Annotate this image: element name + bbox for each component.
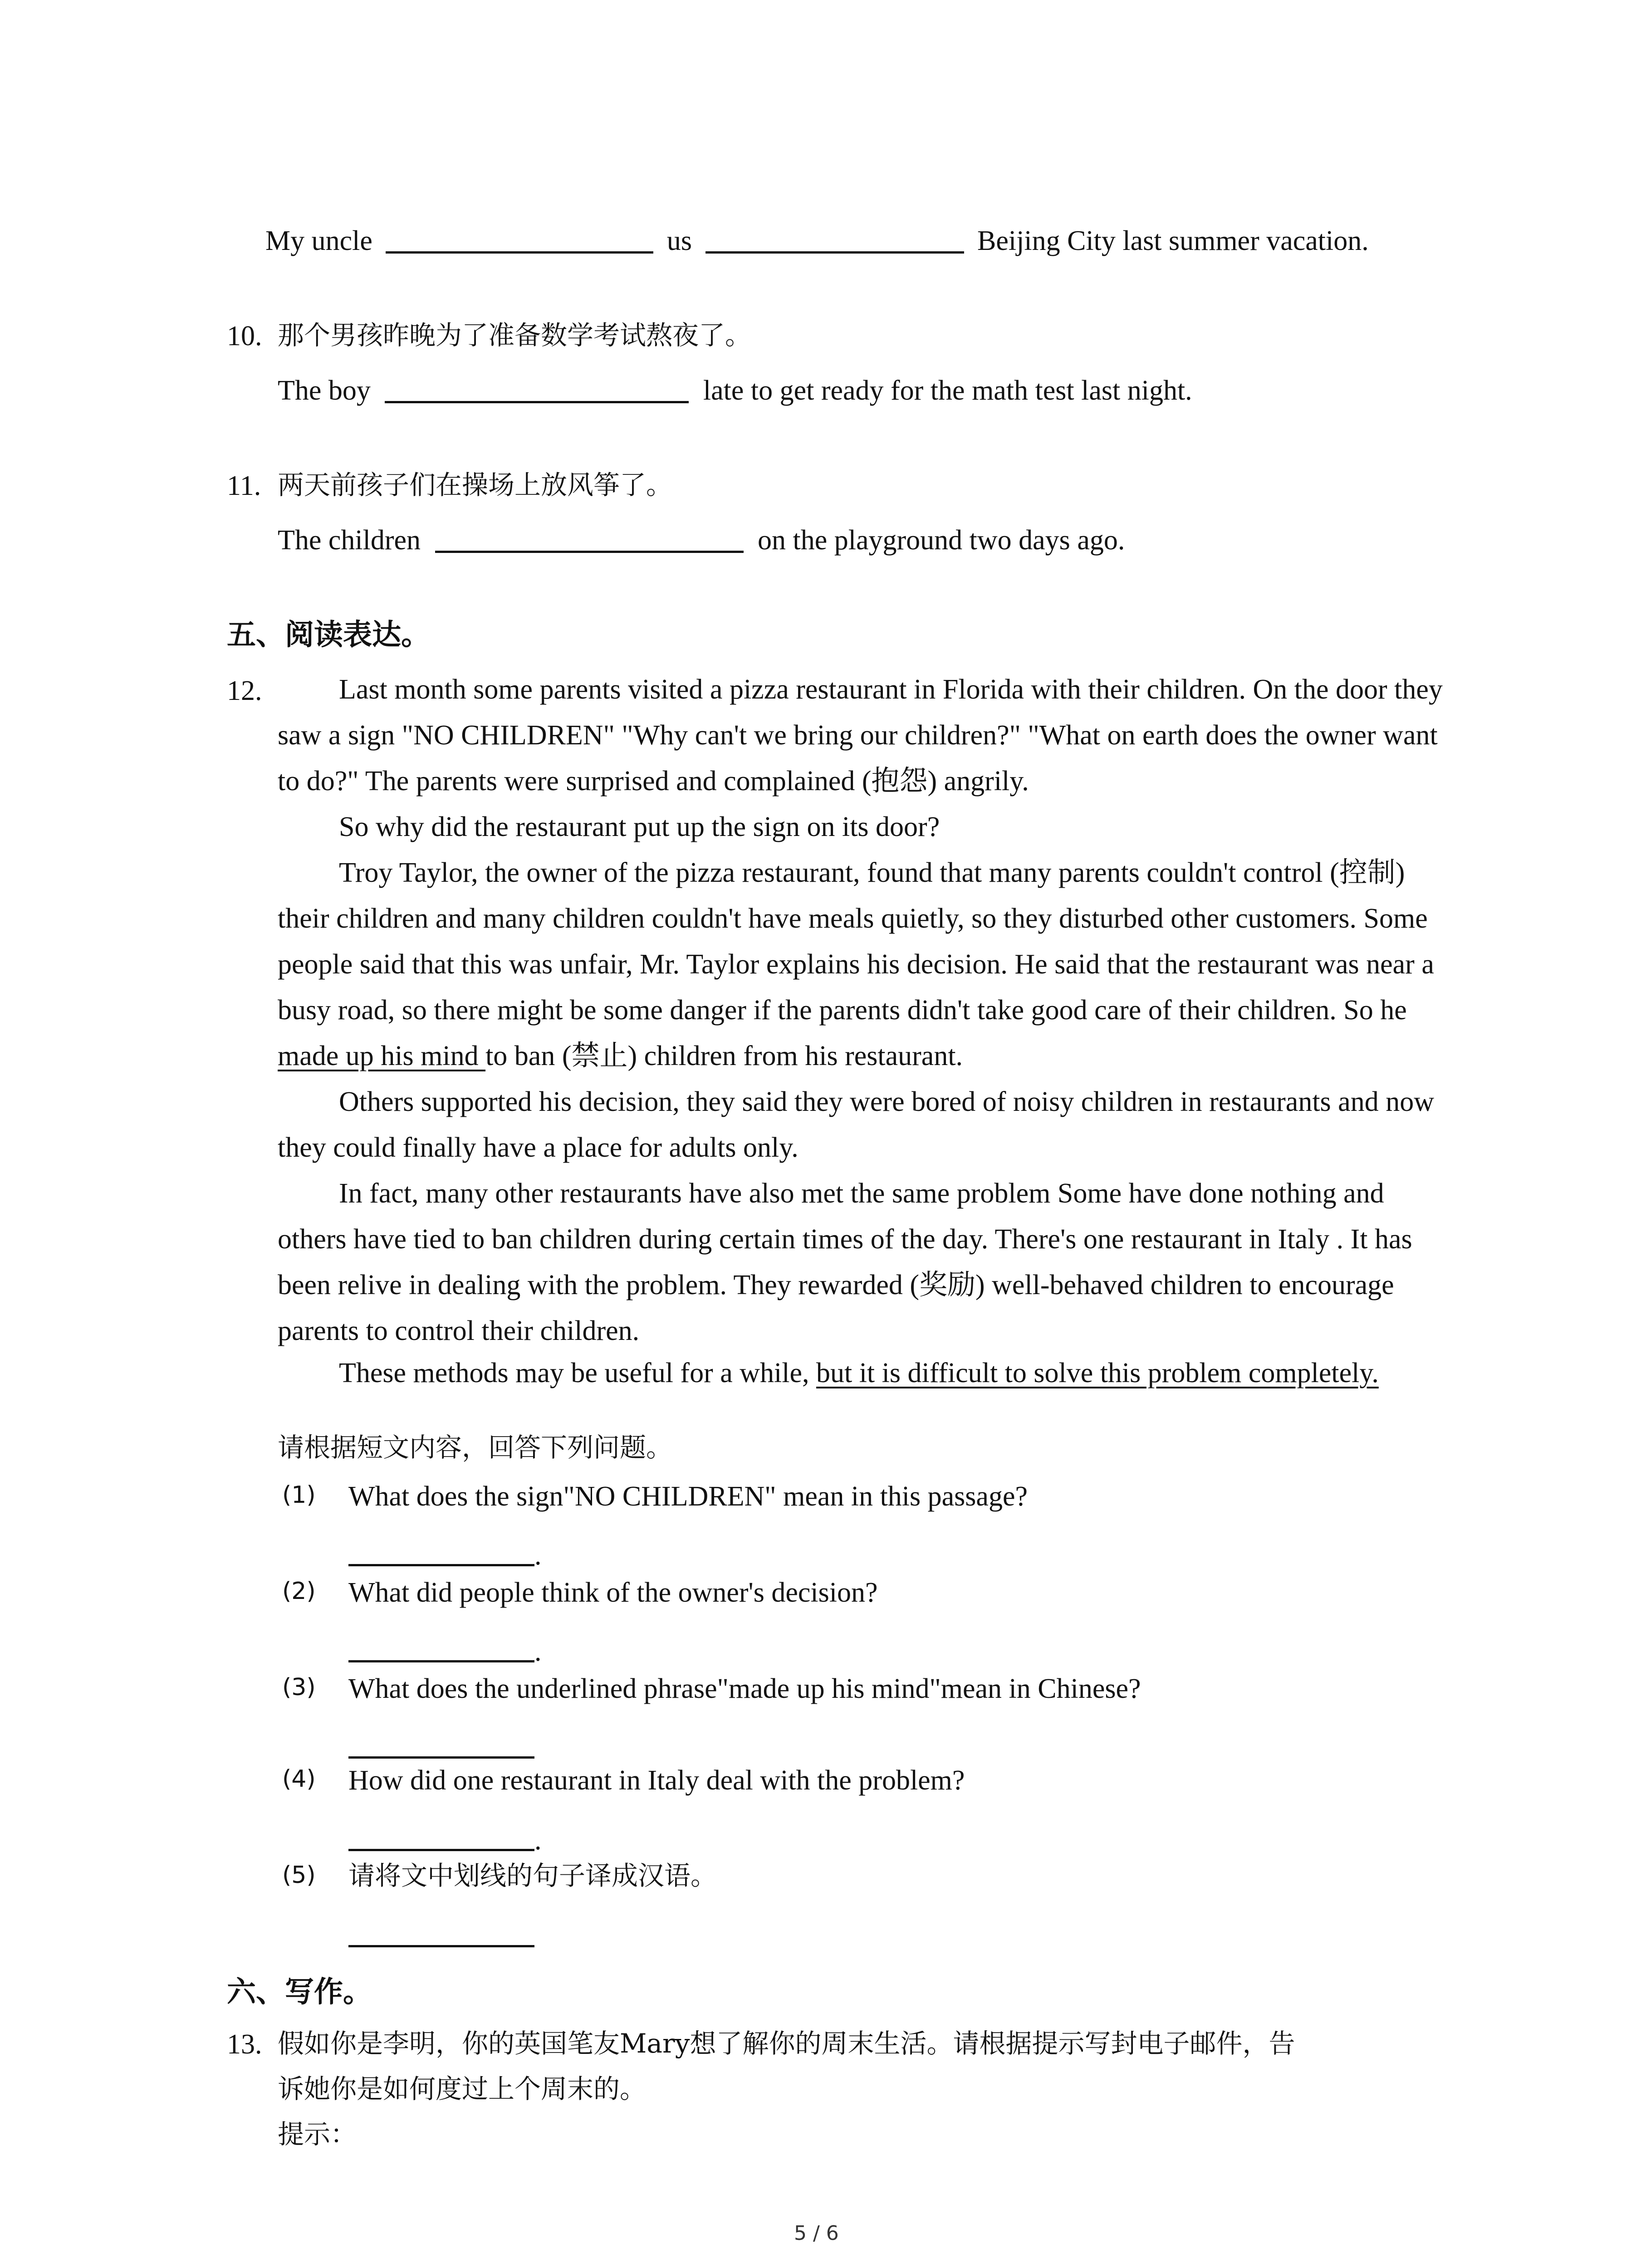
q11-text-a: The children [278, 525, 421, 556]
q9-sentence [265, 223, 1369, 255]
q10-number: 10. [227, 321, 262, 352]
answer-line-1[interactable] [348, 1564, 534, 1566]
p3-text-a: Troy Taylor, the owner of the pizza restaurant, found that many parents couldn't control (控制) their children and many children couldn't have meals quietly, so they disturbed other customers. Some people said that this was unfair, Mr. Taylor explains his decision. He said that the restaurant was near a busy road, so there might be some danger if the parents didn't take good care of their children. So he [278, 857, 1434, 1026]
q9-text-a: My uncle [265, 225, 372, 256]
answer-line-1-period: . [534, 1540, 542, 1571]
q13-number: 13. [227, 2029, 262, 2060]
question-3-number: (3) [282, 1674, 316, 1701]
question-4-text: How did one restaurant in Italy deal with the problem? [348, 1765, 965, 1796]
answer-line-4[interactable] [348, 1849, 534, 1851]
question-5-text: 请将文中划线的句子译成汉语。 [348, 1860, 717, 1891]
passage-paragraph-1: Last month some parents visited a pizza restaurant in Florida with their children. On the door they saw a sign "NO CHILDREN" "Why can't we bring our children?" "What on earth does the owner want to do?" The parents were surprised and complained (抱怨) angrily. [278, 674, 1443, 797]
q9-blank-1[interactable] [386, 223, 653, 254]
q10-blank[interactable] [385, 373, 689, 403]
p3-text-b: to ban (禁止) children from his restaurant. [485, 1041, 963, 1071]
passage-paragraph-6 [278, 1354, 1457, 1392]
page-number: 5 / 6 [794, 2222, 839, 2245]
answer-line-2-period: . [534, 1636, 542, 1667]
q9-text-c: Beijing City last summer vacation. [977, 225, 1369, 256]
question-2-text: What did people think of the owner's decision? [348, 1577, 878, 1608]
q13-prompt-line-2: 诉她你是如何度过上个周末的。 [278, 2073, 647, 2104]
answer-line-2[interactable] [348, 1660, 534, 1662]
answer-line-5[interactable] [348, 1945, 534, 1947]
section6-heading: 六、写作。 [227, 1975, 372, 2009]
q12-number: 12. [227, 675, 262, 706]
questions-instruction: 请根据短文内容，回答下列问题。 [278, 1432, 673, 1463]
passage-paragraph-3 [278, 850, 1457, 1079]
answer-line-4-period: . [534, 1825, 542, 1856]
q13-prompt-line-1: 假如你是李明，你的英国笔友Mary想了解你的周末生活。请根据提示写封电子邮件，告 [278, 2028, 1295, 2059]
question-2-number: (2) [282, 1578, 316, 1605]
question-1-number: (1) [282, 1481, 316, 1509]
q9-blank-2[interactable] [705, 223, 964, 254]
question-1-text: What does the sign"NO CHILDREN" mean in this passage? [348, 1481, 1028, 1512]
q10-sentence [278, 373, 1192, 405]
underlined-sentence: but it is difficult to solve this problem completely. [816, 1358, 1379, 1388]
q10-text-b: late to get ready for the math test last night. [703, 375, 1192, 406]
q10-text-a: The boy [278, 375, 371, 406]
q11-number: 11. [227, 470, 261, 501]
q11-chinese: 两天前孩子们在操场上放风筝了。 [278, 469, 673, 500]
underlined-phrase: made up his mind [278, 1041, 486, 1071]
section5-heading: 五、阅读表达。 [227, 618, 430, 652]
passage-paragraph-5: In fact, many other restaurants have also met the same problem Some have done nothing and others have tied to ban children during certain times of the day. There's one restaurant in Italy . It has been relive in dealing with the problem. They rewarded (奖励) well-behaved children to encourage parents to control their children. [278, 1178, 1412, 1346]
passage-paragraph-2: So why did the restaurant put up the sign on its door? [339, 811, 940, 842]
passage-paragraph-4: Others supported his decision, they said they were bored of noisy children in restaurants and now they could finally have a place for adults only. [278, 1086, 1434, 1163]
reading-passage [278, 667, 1457, 1392]
q9-text-b: us [666, 225, 692, 256]
question-4-number: (4) [282, 1765, 316, 1793]
question-5-number: (5) [282, 1862, 316, 1889]
q13-hint-label: 提示： [278, 2119, 357, 2150]
answer-line-3[interactable] [348, 1756, 534, 1759]
q11-blank[interactable] [435, 523, 744, 553]
q11-text-b: on the playground two days ago. [758, 525, 1125, 556]
q10-chinese: 那个男孩昨晚为了准备数学考试熬夜了。 [278, 320, 752, 351]
p6-text-a: These methods may be useful for a while, [339, 1358, 816, 1388]
question-3-text: What does the underlined phrase"made up his mind"mean in Chinese? [348, 1673, 1141, 1704]
q11-sentence [278, 523, 1125, 554]
